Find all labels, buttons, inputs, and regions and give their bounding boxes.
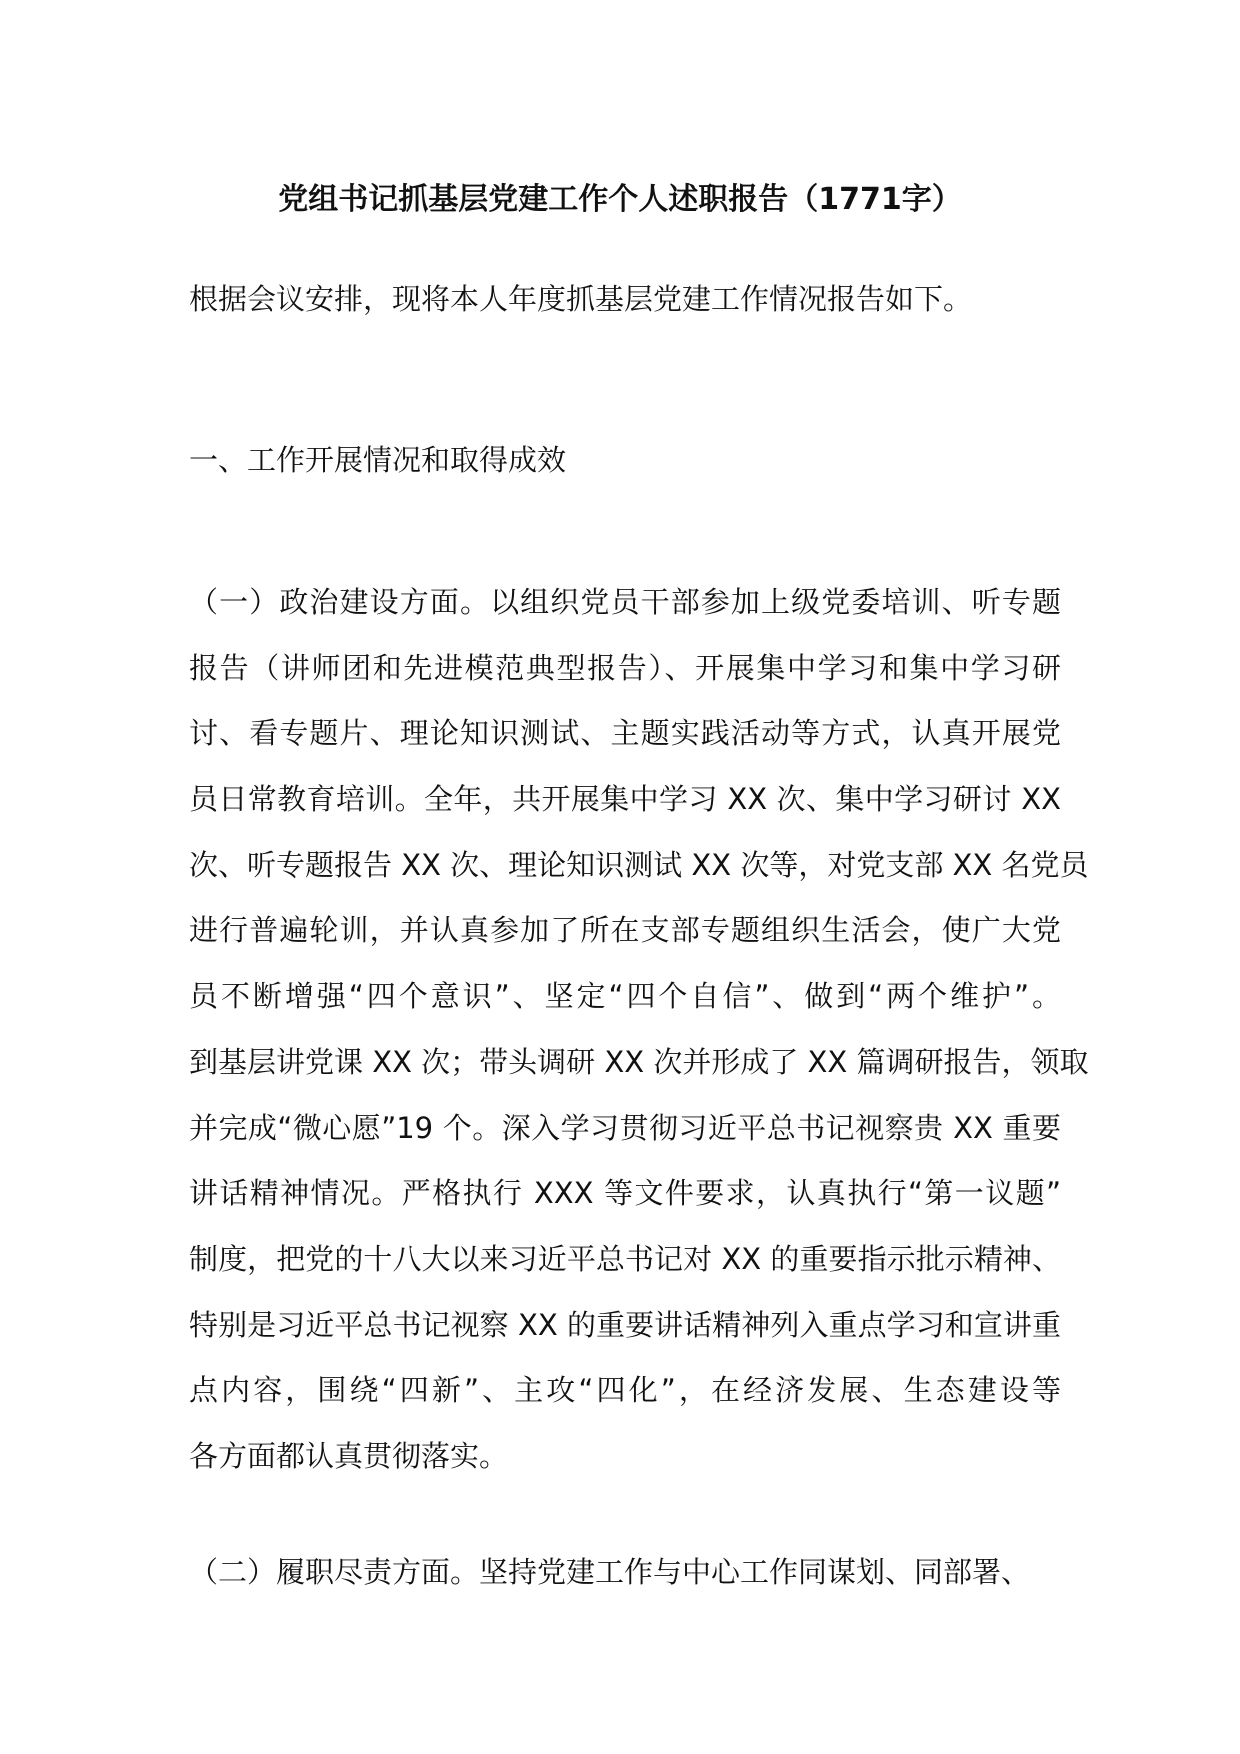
paragraph-line: 讨、看专题片、理论知识测试、主题实践活动等方式，认真开展党	[189, 716, 1061, 751]
paragraph-line: 特别是习近平总书记视察 XX 的重要讲话精神列入重点学习和宣讲重	[189, 1307, 1061, 1342]
paragraph-line: 讲话精神情况。严格执行 XXX 等文件要求，认真执行“第一议题”	[189, 1176, 1061, 1211]
section-heading: 一、工作开展情况和取得成效	[189, 443, 567, 477]
paragraph-line: （一）政治建设方面。以组织党员干部参加上级党委培训、听专题	[189, 585, 1061, 619]
paragraph-line: 次、听专题报告 XX 次、理论知识测试 XX 次等，对党支部 XX 名党员	[189, 847, 1089, 882]
paragraph-line: 制度，把党的十八大以来习近平总书记对 XX 的重要指示批示精神、	[189, 1241, 1061, 1276]
intro-paragraph: 根据会议安排，现将本人年度抓基层党建工作情况报告如下。	[189, 282, 973, 316]
paragraph-line: 进行普遍轮训，并认真参加了所在支部专题组织生活会，使广大党	[189, 913, 1061, 948]
paragraph-line: 员不断增强“四个意识”、坚定“四个自信”、做到“两个维护”。	[189, 979, 1061, 1014]
paragraph-political-building	[189, 570, 1089, 1490]
paragraph-line: 报告（讲师团和先进模范典型报告）、开展集中学习和集中学习研	[189, 650, 1061, 685]
paragraph-line: 到基层讲党课 XX 次；带头调研 XX 次并形成了 XX 篇调研报告，领取	[189, 1044, 1089, 1079]
paragraph-duty-performance: （二）履职尽责方面。坚持党建工作与中心工作同谋划、同部署、	[189, 1555, 1031, 1589]
paragraph-line: 并完成“微心愿”19 个。深入学习贯彻习近平总书记视察贵 XX 重要	[189, 1110, 1061, 1145]
paragraph-line: 员日常教育培训。全年，共开展集中学习 XX 次、集中学习研讨 XX	[189, 782, 1061, 817]
paragraph-line: 点内容，围绕“四新”、主攻“四化”，在经济发展、生态建设等	[189, 1373, 1061, 1408]
paragraph-line: 各方面都认真贯彻落实。	[189, 1438, 509, 1473]
document-title: 党组书记抓基层党建工作个人述职报告（1771字）	[278, 182, 962, 217]
